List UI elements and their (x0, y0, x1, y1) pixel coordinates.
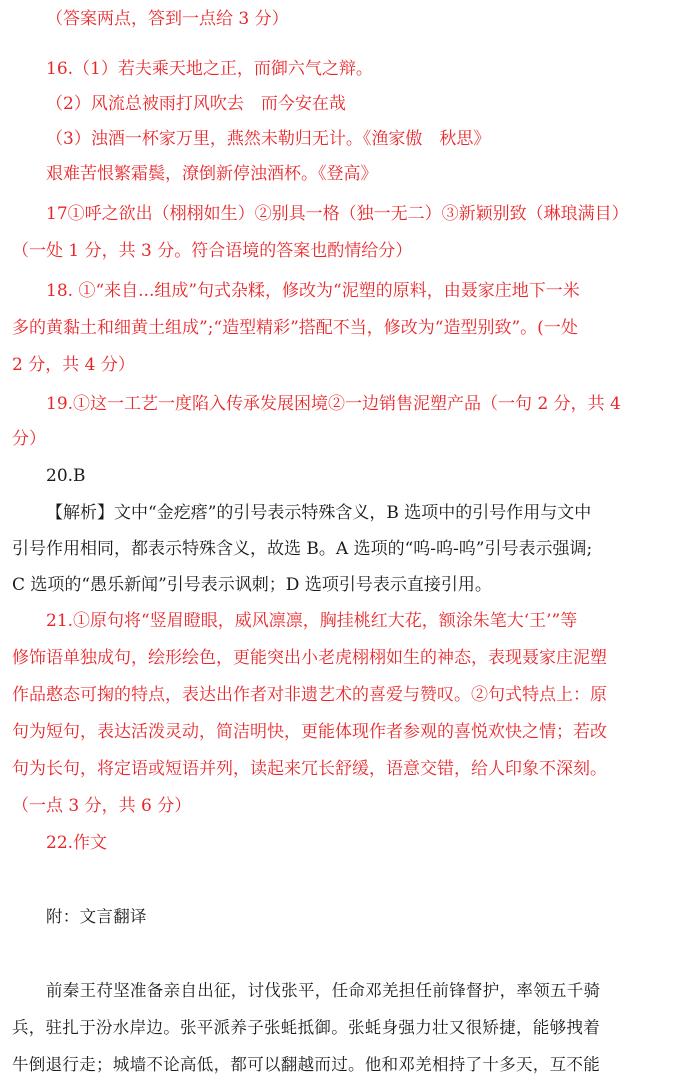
q16-part1: 16.（1）若夫乘天地之正，而御六气之辩。 (46, 59, 373, 79)
answer-note: （答案两点，答到一点给 3 分） (46, 9, 289, 29)
q18-line1: 18. ①“来自...组成”句式杂糅，修改为“泥塑的原料，由聂家庄地下一米 (46, 281, 580, 301)
q17-line2: （一处 1 分，共 3 分。符合语境的答案也酌情给分） (12, 241, 413, 261)
q21-line2: 修饰语单独成句，绘形绘色，更能突出小老虎栩栩如生的神态，表现聂家庄泥塑 (12, 648, 607, 668)
q16-part2: （2）风流总被雨打风吹去 而今安在哉 (46, 94, 346, 114)
translation-line2: 兵，驻扎于汾水岸边。张平派养子张蚝抵御。张蚝身强力壮又很矫捷，能够拽着 (12, 1018, 600, 1037)
q20-analysis-line1: 【解析】文中“金疙瘩”的引号表示特殊含义，B 选项中的引号作用与文中 (46, 503, 592, 523)
q18-line3: 2 分，共 4 分） (12, 355, 135, 375)
translation-heading: 附：文言翻译 (46, 907, 147, 926)
q20-analysis-line3: C 选项的“愚乐新闻”引号表示讽刺；D 选项引号表示直接引用。 (12, 575, 492, 595)
q21-line1: 21.①原句将“竖眉瞪眼，威风凛凛，胸挂桃红大花，额涂朱笔大‘王’”等 (46, 611, 578, 631)
q20-analysis-line2: 引号作用相同，都表示特殊含义，故选 B。A 选项的“呜-呜-呜”引号表示强调; (12, 539, 593, 559)
q17-line1: 17①呼之欲出（栩栩如生）②别具一格（独一无二）③新颖别致（琳琅满目） (46, 204, 629, 224)
q21-line6: （一点 3 分，共 6 分） (12, 796, 192, 816)
q19-line2: 分） (12, 429, 46, 449)
q21-line3: 作品憨态可掬的特点，表达出作者对非遗艺术的喜爱与赞叹。②句式特点上：原 (12, 685, 607, 705)
q21-line5: 句为长句，将定语或短语并列，读起来冗长舒缓，语意交错，给人印象不深刻。 (12, 759, 607, 779)
q18-line2: 多的黄黏土和细黄土组成”;“造型精彩”搭配不当，修改为“造型别致”。(一处 (12, 318, 578, 338)
translation-line1: 前秦王苻坚准备亲自出征，讨伐张平，任命邓羌担任前锋督护，率领五千骑 (46, 981, 601, 1000)
q16-part3: （3）浊酒一杯家万里，燕然未勒归无计。《渔家傲 秋思》 (46, 129, 491, 149)
q20-answer: 20.B (46, 466, 86, 486)
q16-part4: 艰难苦恨繁霜鬓，潦倒新停浊酒杯。《登高》 (46, 164, 378, 184)
q22-answer: 22.作文 (46, 833, 108, 853)
q21-line4: 句为短句，表达活泼灵动，简洁明快，更能体现作者参观的喜悦欢快之情；若改 (12, 722, 607, 742)
q19-line1: 19.①这一工艺一度陷入传承发展困境②一边销售泥塑产品（一句 2 分，共 4 (46, 394, 621, 414)
translation-line3: 牛倒退行走；城墙不论高低，都可以翻越而过。他和邓羌相持了十多天，互不能 (12, 1055, 600, 1074)
